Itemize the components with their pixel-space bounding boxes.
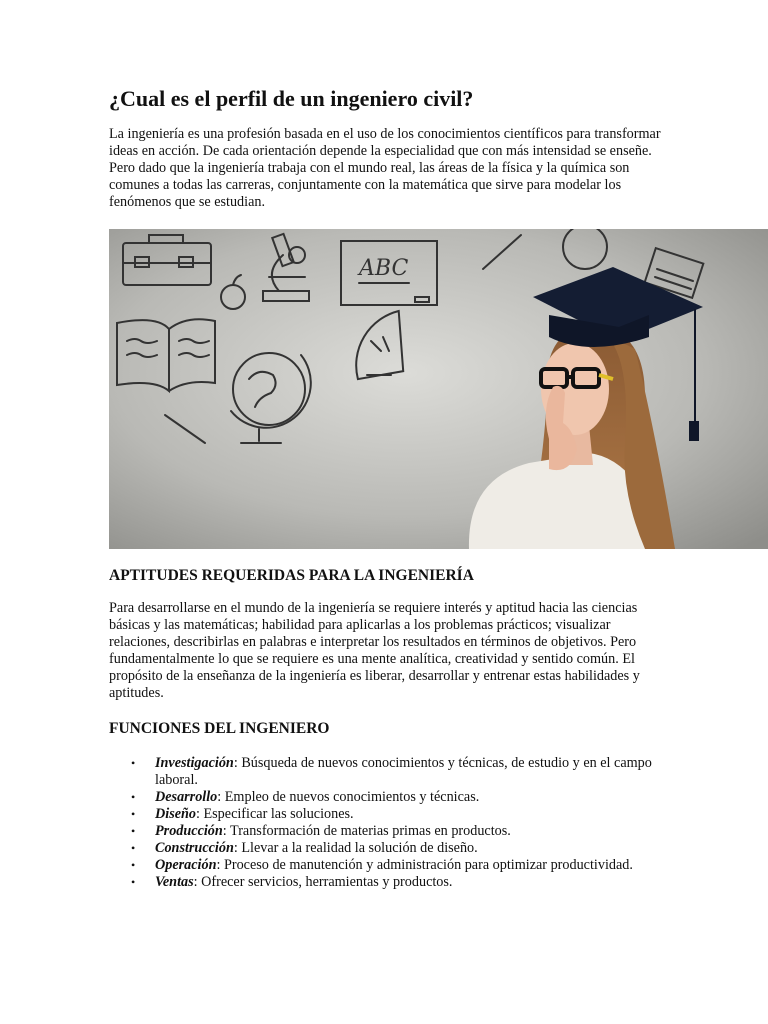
intro-paragraph: La ingeniería es una profesión basada en el uso de los conocimientos científicos para transformar ideas en acción. De cada orientación depende la especialidad que con más intensidad se enseñe. Pero dado que la ingeniería trabaja con el mundo real, las áreas de la física y la química son comunes a todas las carreras, conjuntamente con la matemática que sirve para modelar los fenómenos que se estudian. bbox=[109, 126, 661, 210]
page-title: ¿Cual es el perfil de un ingeniero civil? bbox=[109, 86, 474, 111]
list-item-term: Operación bbox=[155, 857, 217, 873]
hero-image bbox=[109, 229, 768, 549]
list-item-desc: : Búsqueda de nuevos conocimientos y técnicas, de estudio y en el campo laboral. bbox=[155, 755, 652, 788]
funciones-list bbox=[109, 755, 669, 891]
bullet-icon: • bbox=[131, 824, 136, 838]
bullet-icon: • bbox=[131, 790, 136, 804]
list-item bbox=[109, 857, 669, 874]
aptitudes-paragraph: Para desarrollarse en el mundo de la ingeniería se requiere interés y aptitud hacia las ciencias básicas y las matemáticas; habilidad para aplicarlas a los problemas prácticos; visualizar relaciones, describirlas en palabras e interpretar los resultados en términos de objetivos. Pero fundamentalmente lo que se requiere es una mente analítica, creatividad y sentido común. El propósito de la enseñanza de la ingeniería es liberar, desarrollar y entrenar estas habilidades y aptitudes. bbox=[109, 600, 640, 701]
bullet-icon: • bbox=[131, 875, 136, 889]
list-item-term: Investigación bbox=[155, 755, 234, 771]
list-item-desc: : Ofrecer servicios, herramientas y productos. bbox=[193, 874, 453, 890]
list-item-desc: : Llevar a la realidad la solución de diseño. bbox=[233, 840, 478, 856]
bullet-icon: • bbox=[131, 841, 136, 855]
list-item bbox=[109, 874, 669, 891]
list-item-term: Producción bbox=[155, 823, 223, 839]
list-item-desc: : Proceso de manutención y administración para optimizar productividad. bbox=[216, 857, 633, 873]
chalkboard-text: ABC bbox=[359, 256, 409, 281]
bullet-icon: • bbox=[131, 756, 136, 770]
list-item bbox=[109, 840, 669, 857]
list-item-term: Diseño bbox=[155, 806, 196, 822]
list-item bbox=[109, 806, 669, 823]
list-item-term: Desarrollo bbox=[155, 789, 218, 805]
list-item-term: Construcción bbox=[155, 840, 234, 856]
bullet-icon: • bbox=[131, 807, 136, 821]
list-item-desc: : Empleo de nuevos conocimientos y técnicas. bbox=[217, 789, 480, 805]
aptitudes-heading: APTITUDES REQUERIDAS PARA LA INGENIERÍA bbox=[109, 567, 474, 584]
list-item bbox=[109, 789, 669, 806]
list-item-desc: : Transformación de materias primas en productos. bbox=[222, 823, 511, 839]
list-item-term: Ventas bbox=[155, 874, 194, 890]
funciones-heading: FUNCIONES DEL INGENIERO bbox=[109, 720, 330, 737]
list-item bbox=[109, 823, 669, 840]
list-item bbox=[109, 755, 669, 789]
hero-background bbox=[109, 229, 768, 549]
list-item-desc: : Especificar las soluciones. bbox=[196, 806, 354, 822]
bullet-icon: • bbox=[131, 858, 136, 872]
